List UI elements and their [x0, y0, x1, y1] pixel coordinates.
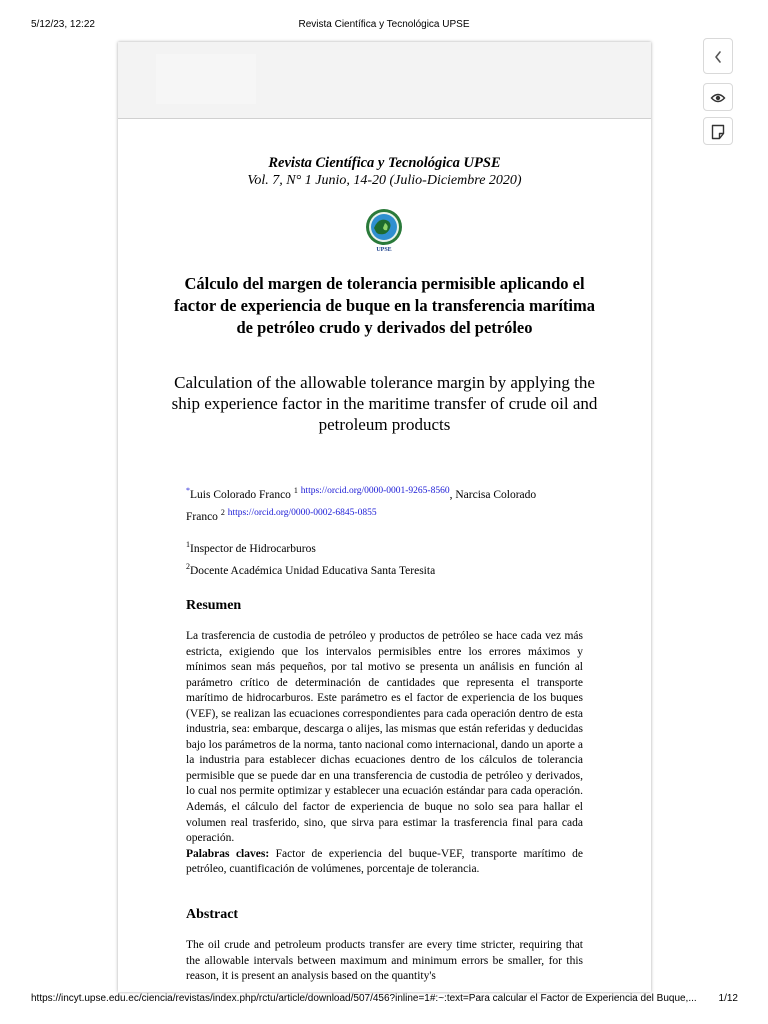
abstract-heading: Abstract — [186, 907, 239, 922]
author-1-name: Luis Colorado Franco — [190, 488, 291, 501]
upse-logo — [364, 208, 404, 252]
logo-text: UPSE — [376, 247, 392, 252]
journal-volume: Vol. 7, N° 1 Junio, 14-20 (Julio-Diciembre 2020) — [247, 173, 522, 188]
author-2-orcid-link[interactable]: https://orcid.org/0000-0002-6845-0855 — [227, 507, 377, 518]
resumen-text: La trasferencia de custodia de petróleo y productos de petróleo se hace cada vez más estricta, exigiendo que los intervalos permisibles entre los errores máximos y mínimos sean más pequeños, por tal motivo se presenta un análisis en función al parámetro crítico de determinación de cantidades que representa el transporte marítimo de hidrocarburos. Este parámetro es el factor de experiencia de los buques (VEF), se realizan las ecuaciones correspondientes para cada operación dentro de esta industria, sea: embarque, descarga o alijes, las mismas que están referidas y deducidas bajo los parámetros de la norma, tanto nacional como internacional, dando un aporte a la industria para establecer dichas ecuaciones dentro de los cálculos de tolerancia permisible que se puede dar en una transferencia de custodia de petróleo y derivados, lo cual nos permite optimizar y establecer una ecuación estándar para cada operación. Además, el cálculo del factor de experiencia de buque no solo sea para hallar el volumen real trasferido, sino, que sirva para estimar la trasferencia final para cada operación. — [186, 630, 583, 845]
resumen-heading: Resumen — [186, 598, 242, 613]
affiliation-1: $^1$Inspector de Hidrocarburos — [186, 540, 316, 555]
collapse-panel-button[interactable] — [703, 38, 733, 74]
header-image-placeholder — [156, 54, 256, 104]
print-header — [0, 0, 768, 36]
article-title-es: Cálculo del margen de tolerancia permisible aplicando el factor de experiencia de buque en la transferencia marítima de petróleo crudo y derivados del petróleo — [174, 274, 595, 337]
abstract-paragraph: The oil crude and petroleum products transfer are every time stricter, requiring that the allowable intervals between maximum and minimum errors be smaller, for this reason, it is present an analysis based on the quantity's — [186, 939, 583, 983]
print-url: https://incyt.upse.edu.ec/ciencia/revistas/index.php/rctu/article/download/507/456?inline=1#:~:text=Para calcular el Factor de Experiencia del Buque,... — [31, 993, 697, 1004]
keywords-label: Palabras claves: — [186, 847, 270, 860]
view-toggle-button[interactable] — [703, 83, 733, 111]
author-2-name-line2: Franco — [186, 510, 218, 523]
document-page — [118, 42, 651, 992]
author-1-sup: 1 — [293, 486, 298, 495]
add-note-button[interactable] — [703, 117, 733, 145]
print-datetime: 5/12/23, 12:22 — [31, 19, 95, 30]
chevron-left-icon — [712, 39, 724, 75]
print-page-title: Revista Científica y Tecnológica UPSE — [298, 19, 470, 30]
sticky-note-icon — [710, 118, 726, 146]
author-2-sup: 2 — [220, 507, 225, 517]
resumen-paragraph — [186, 629, 583, 878]
author-1-orcid-link[interactable]: https://orcid.org/0000-0001-9265-8560 — [300, 486, 450, 496]
journal-name: Revista Científica y Tecnológica UPSE — [268, 155, 501, 171]
eye-icon — [710, 84, 726, 112]
page-header-band — [118, 42, 651, 119]
keywords-text: Factor de experiencia del buque-VEF, transporte marítimo de petróleo, cuantificación de volúmenes, porcentaje de tolerancia. — [186, 847, 583, 876]
print-footer — [0, 993, 768, 1013]
affiliation-2: $^2$Docente Académica Unidad Educativa Santa Teresita — [186, 561, 436, 577]
author-2-name-line1: Narcisa Colorado — [455, 488, 537, 501]
affiliations — [186, 536, 586, 580]
authors-block — [186, 482, 586, 526]
corresponding-author-mark: * — [186, 486, 190, 495]
print-page-number: 1/12 — [718, 993, 738, 1004]
author-separator: , — [449, 488, 456, 501]
article-title-en: Calculation of the allowable tolerance margin by applying the ship experience factor in the maritime transfer of crude oil and petroleum products — [171, 373, 598, 434]
